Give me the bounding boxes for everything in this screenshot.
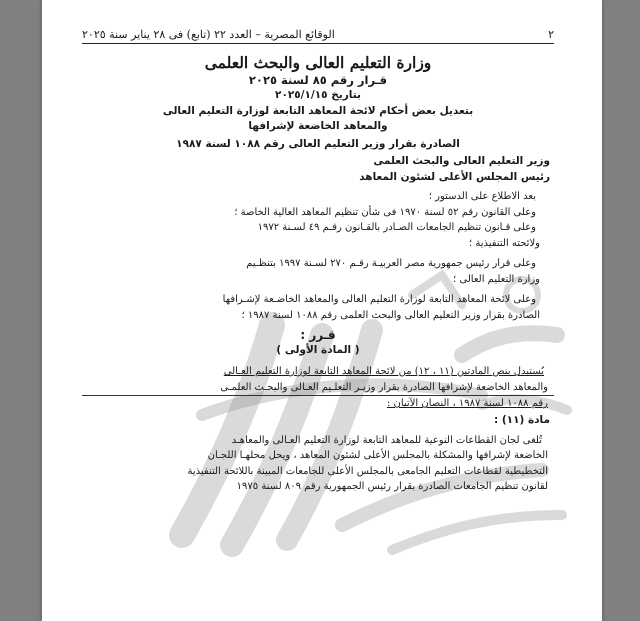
article-one-text: والمعاهد الخاضعة لإشرافها الصادرة بقرار وزيـر التعلـيم العـالى والبحـث العلمـى xyxy=(220,381,548,393)
council-title: رئيس المجلس الأعلى لشئون المعاهد xyxy=(359,171,550,183)
document-page xyxy=(42,0,602,621)
article-one-text: يُستبدل بنص المادتين (١١ ، ١٢) من لائحة المعاهد التابعة لوزارة التعليم العـالى xyxy=(223,366,544,377)
article-one-line xyxy=(82,380,554,397)
publication-title: الوقائع المصرية – العدد ٢٢ (تابع) فى ٢٨ يناير سنة ٢٠٢٥ xyxy=(82,28,335,41)
article-eleven-label: مادة (١١) : xyxy=(494,413,550,426)
decided-heading: قـرر : xyxy=(300,328,336,342)
article-one-title: ( المادة الأولى ) xyxy=(276,344,360,356)
preamble-line: وعلى القانون رقم ٥٢ لسنة ١٩٧٠ فى شأن تنظيم المعاهد العالية الخاصة ؛ xyxy=(234,206,536,218)
article-eleven-line: الخاضعة لإشرافها والمشكلة بالمجلس الأعلى لشئون المعاهد ، ويحل محلهـا اللجـان xyxy=(207,450,548,461)
article-one-line xyxy=(82,396,554,412)
preamble-line: وعلى قرار رئيس جمهورية مصر العربيـة رقـم ٢٧٠ لسـنة ١٩٩٧ بتنظـيم xyxy=(246,258,536,269)
preamble-line: الصادرة بقرار وزير التعليم العالى والبحث العلمى رقم ١٠٨٨ لسنة ١٩٨٧ ؛ xyxy=(241,309,540,321)
preamble-line: وزارة التعليم العالى ؛ xyxy=(453,273,540,285)
article-eleven-line: لقانون تنظيم الجامعات الصادرة بقرار رئيس الجمهورية رقم ٨٠٩ لسنة ١٩٧٥ xyxy=(236,481,548,492)
preamble-line: ولائحته التنفيذية ؛ xyxy=(468,237,540,249)
article-eleven-line: تُلغى لجان القطاعات النوعية للمعاهد التابعة لوزارة التعليم العـالى والمعاهـد xyxy=(231,434,542,446)
running-header xyxy=(82,28,554,44)
preamble-line: وعلى قـانون تنظيم الجامعات الصـادر بالقـانون رقـم ٤٩ لسـنة ١٩٧٢ xyxy=(257,222,536,233)
decree-subject-line: الصادرة بقرار وزير التعليم العالى رقم ١٠٨٨ لسنة ١٩٨٧ xyxy=(176,138,460,150)
ministry-title: وزارة التعليم العالى والبحث العلمى xyxy=(204,53,432,72)
minister-title: وزير التعليم العالى والبحث العلمى xyxy=(373,155,550,167)
decree-subject-line: والمعاهد الخاضعة لإشرافها xyxy=(248,120,388,132)
article-one-line xyxy=(82,364,554,380)
decree-subject-line: بتعديل بعض أحكام لائحة المعاهد التابعة لوزارة التعليم العالى xyxy=(162,105,474,117)
decree-number: قـرار رقم ٨٥ لسنة ٢٠٢٥ xyxy=(248,73,388,87)
page-number: ٢ xyxy=(548,28,554,41)
article-one-text: رقم ١٠٨٨ لسنة ١٩٨٧ ، النصان الآتيان : xyxy=(386,398,548,409)
article-eleven-line: التخطيطية لقطاعات التعليم الجامعى بالمجلس الأعلى للجامعات المبينة باللائحة التنفيذية xyxy=(187,465,548,477)
decree-date: بتاريخ ٢٠٢٥/١/١٥ xyxy=(275,89,361,101)
preamble-line: بعد الاطلاع على الدستور ؛ xyxy=(428,191,536,202)
preamble-line: وعلى لائحة المعاهد التابعة لوزارة التعليم العالى والمعاهد الخاضـعة لإشـرافها xyxy=(222,294,536,305)
document-content xyxy=(82,28,554,495)
